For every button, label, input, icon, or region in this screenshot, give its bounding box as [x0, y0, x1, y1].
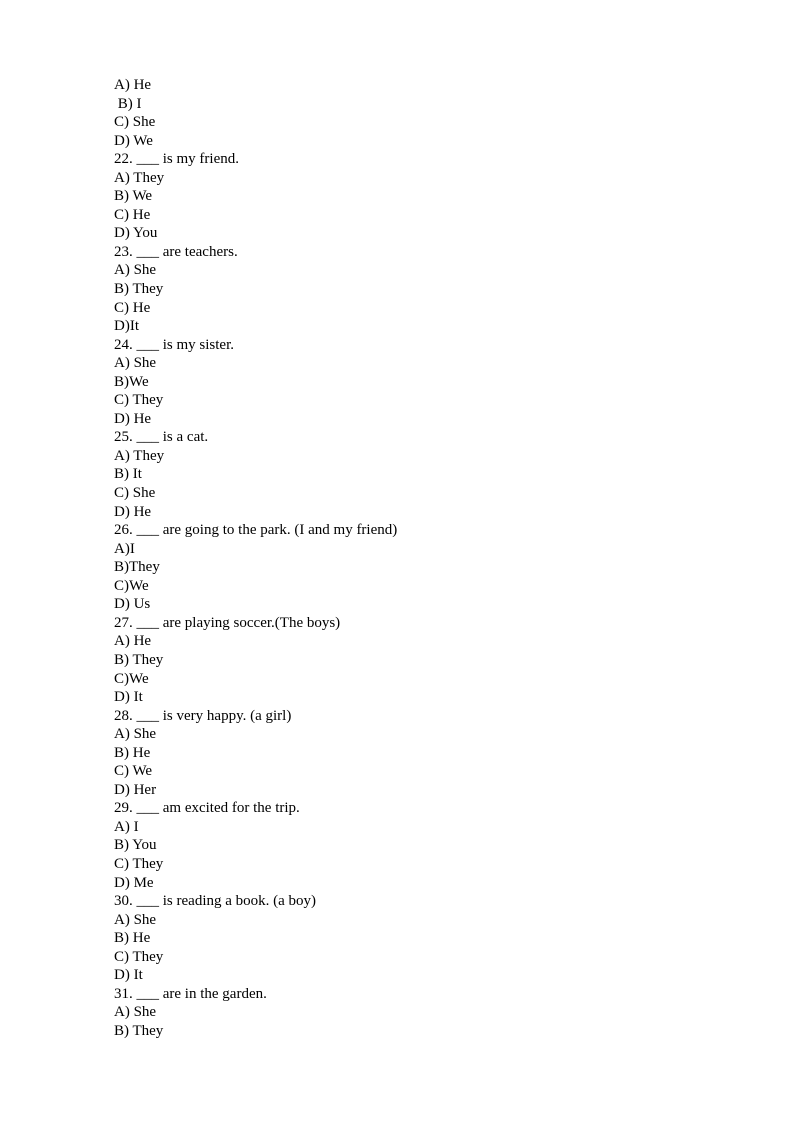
text-line: B) He	[114, 930, 151, 947]
text-line: D) Us	[114, 596, 151, 613]
worksheet-text	[114, 76, 714, 1040]
text-line: C) They	[114, 392, 164, 409]
text-line: A) I	[114, 818, 139, 835]
text-line: D) Her	[114, 781, 157, 798]
text-line: B)We	[114, 373, 149, 390]
text-line: D) It	[114, 689, 143, 706]
text-line: D) Me	[114, 874, 154, 891]
text-line: B) He	[114, 744, 151, 761]
text-line: B) You	[114, 837, 157, 854]
text-line: 29. ___ am excited for the trip.	[114, 800, 300, 817]
text-line: D) We	[114, 132, 153, 149]
text-line: C)We	[114, 577, 149, 594]
text-line: D) He	[114, 503, 152, 520]
text-line: B) They	[114, 651, 164, 668]
text-line: C) She	[114, 114, 156, 131]
text-line: A) She	[114, 1004, 157, 1021]
text-line: A) They	[114, 169, 165, 186]
text-line: A) She	[114, 726, 157, 743]
text-line: D) He	[114, 410, 152, 427]
text-line: D)It	[114, 318, 139, 335]
text-line: 24. ___ is my sister.	[114, 336, 235, 353]
text-line: 22. ___ is my friend.	[114, 151, 239, 168]
text-line: A) She	[114, 262, 157, 279]
text-line: B) We	[114, 188, 153, 205]
text-line: C) He	[114, 299, 151, 316]
text-line: C) We	[114, 763, 153, 780]
text-line: A)I	[114, 540, 135, 557]
text-line: C) They	[114, 948, 164, 965]
text-line: 27. ___ are playing soccer.(The boys)	[114, 614, 341, 631]
text-line: A) They	[114, 447, 165, 464]
text-line: B) They	[114, 1022, 164, 1039]
text-line: 26. ___ are going to the park. (I and my friend)	[114, 522, 398, 539]
text-line: C)We	[114, 670, 149, 687]
text-line: C) He	[114, 206, 151, 223]
text-line: D) You	[114, 225, 158, 242]
text-line: D) It	[114, 967, 143, 984]
text-line: 25. ___ is a cat.	[114, 429, 209, 446]
text-line: 23. ___ are teachers.	[114, 243, 238, 260]
text-line: B) I	[114, 95, 142, 112]
text-line: A) He	[114, 633, 152, 650]
text-line: 31. ___ are in the garden.	[114, 985, 267, 1002]
text-line: 30. ___ is reading a book. (a boy)	[114, 893, 317, 910]
text-line: A) She	[114, 355, 157, 372]
text-line: C) She	[114, 485, 156, 502]
text-line: B) It	[114, 466, 142, 483]
text-line: 28. ___ is very happy. (a girl)	[114, 707, 292, 724]
text-line: A) He	[114, 77, 152, 93]
text-line: C) They	[114, 855, 164, 872]
text-line: B)They	[114, 559, 160, 576]
text-line: A) She	[114, 911, 157, 928]
text-line: B) They	[114, 281, 164, 298]
